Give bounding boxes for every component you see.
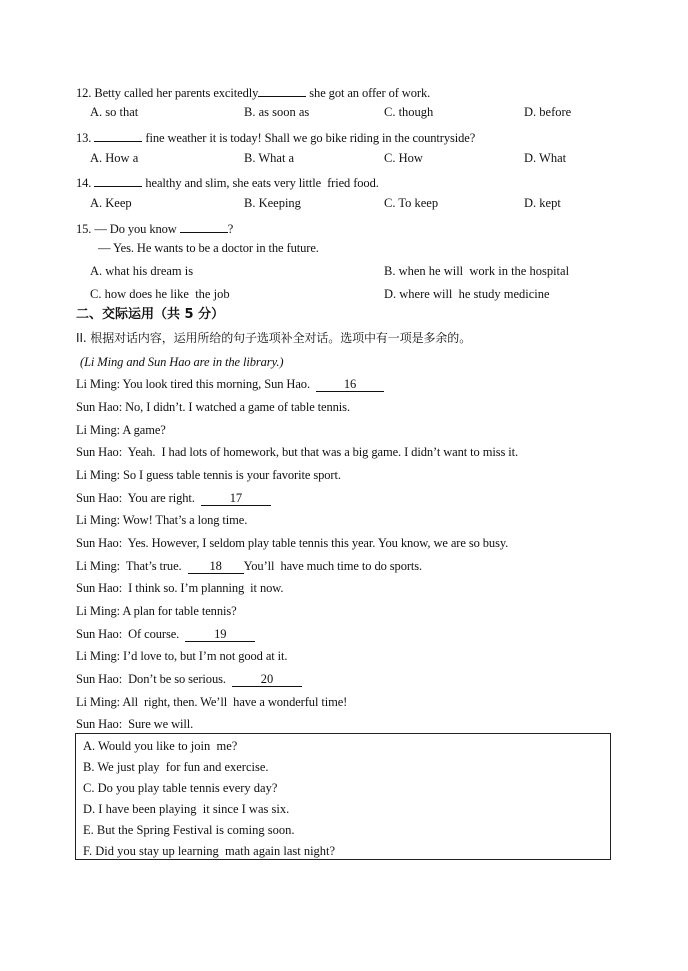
dialogue-line: [76, 558, 422, 574]
question-13-stem: [76, 127, 475, 146]
dialogue-line: [76, 535, 508, 551]
question-14-stem: [76, 172, 379, 191]
option-a: A. Keep: [90, 196, 132, 210]
choice-d: D. I have been playing it since I was six.: [83, 802, 290, 816]
dialogue-line: [76, 648, 287, 664]
line-text: You’ll have much time to do sports.: [243, 559, 423, 573]
option-d: D. kept: [524, 196, 561, 210]
answer-blank: 20: [232, 672, 302, 687]
line-text: A plan for table tennis?: [120, 604, 237, 618]
stem-text: she got an offer of work.: [306, 86, 431, 100]
line-text: I think so. I’m planning it now.: [122, 581, 284, 595]
line-text: I’d love to, but I’m not good at it.: [120, 649, 288, 663]
line-text: Yeah. I had lots of homework, but that was a big game. I didn’t want to miss it.: [122, 445, 519, 459]
speaker-name: Li Ming:: [76, 513, 120, 527]
option-d: D. What: [524, 151, 567, 165]
option-d: D. where will he study medicine: [384, 287, 550, 301]
speaker-name: Sun Hao:: [76, 400, 123, 414]
option-a: A. How a: [90, 151, 139, 165]
choice-c: C. Do you play table tennis every day?: [83, 781, 278, 795]
line-text: No, I didn’t. I watched a game of table tennis.: [122, 400, 350, 414]
answer-blank: 16: [316, 377, 384, 392]
dialogue-line: [76, 671, 302, 687]
dialogue-line: [76, 694, 347, 710]
dialogue-line: [76, 716, 193, 732]
option-c: C. how does he like the job: [90, 287, 230, 301]
dialogue-line: [76, 626, 255, 642]
question-15-reply: — Yes. He wants to be a doctor in the future.: [98, 241, 319, 255]
option-c: C. though: [384, 105, 434, 119]
option-b: B. as soon as: [244, 105, 310, 119]
answer-blank: 18: [188, 559, 244, 574]
dialogue-line: [76, 444, 518, 460]
line-text: Don’t be so serious.: [122, 672, 232, 686]
stem-text: healthy and slim, she eats very little fried food.: [142, 176, 379, 190]
stem-text: 13.: [76, 131, 95, 145]
question-12-stem: [76, 82, 430, 101]
speaker-name: Sun Hao:: [76, 672, 123, 686]
choices-box: [75, 733, 611, 860]
stem-text: fine weather it is today! Shall we go bike riding in the countryside?: [142, 131, 476, 145]
option-c: C. To keep: [384, 196, 439, 210]
stem-text: ?: [227, 222, 234, 236]
section-instruction: II. 根据对话内容，运用所给的句子选项补全对话。选项中有一项是多余的。: [76, 331, 472, 345]
answer-blank: 17: [201, 491, 271, 506]
stem-text: 15. — Do you know: [76, 222, 180, 236]
option-b: B. Keeping: [244, 196, 301, 210]
line-text: That’s true.: [120, 559, 188, 573]
line-text: You are right.: [122, 491, 201, 505]
dialogue-line: [76, 399, 350, 415]
line-text: Of course.: [122, 627, 186, 641]
option-b: B. when he will work in the hospital: [384, 264, 570, 278]
answer-blank: [94, 127, 142, 142]
line-text: Yes. However, I seldom play table tennis this year. You know, we are so busy.: [122, 536, 509, 550]
dialogue-line: [76, 603, 237, 619]
choice-a: A. Would you like to join me?: [83, 739, 238, 753]
speaker-name: Li Ming:: [76, 423, 120, 437]
dialogue-line: [76, 512, 247, 528]
speaker-name: Li Ming:: [76, 377, 120, 391]
dialogue-line: [76, 490, 271, 506]
option-b: B. What a: [244, 151, 295, 165]
speaker-name: Sun Hao:: [76, 581, 123, 595]
choice-b: B. We just play for fun and exercise.: [83, 760, 269, 774]
question-15-stem: [76, 218, 233, 237]
answer-blank: [258, 82, 306, 97]
option-c: C. How: [384, 151, 423, 165]
choice-e: E. But the Spring Festival is coming soon.: [83, 823, 295, 837]
speaker-name: Sun Hao:: [76, 445, 123, 459]
speaker-name: Li Ming:: [76, 695, 120, 709]
speaker-name: Li Ming:: [76, 604, 120, 618]
line-text: Wow! That’s a long time.: [120, 513, 248, 527]
choice-f: F. Did you stay up learning math again last night?: [83, 844, 336, 858]
line-text: All right, then. We’ll have a wonderful time!: [120, 695, 348, 709]
line-text: A game?: [120, 423, 166, 437]
dialogue-line: [76, 376, 384, 392]
speaker-name: Sun Hao:: [76, 717, 123, 731]
stem-text: 12. Betty called her parents excitedly: [76, 86, 259, 100]
speaker-name: Sun Hao:: [76, 536, 123, 550]
dialogue-line: [76, 422, 166, 438]
option-a: A. so that: [90, 105, 139, 119]
option-a: A. what his dream is: [90, 264, 194, 278]
speaker-name: Li Ming:: [76, 559, 120, 573]
speaker-name: Li Ming:: [76, 468, 120, 482]
dialogue-line: [76, 467, 341, 483]
speaker-name: Li Ming:: [76, 649, 120, 663]
stem-text: 14.: [76, 176, 95, 190]
speaker-name: Sun Hao:: [76, 627, 123, 641]
line-text: You look tired this morning, Sun Hao.: [120, 377, 317, 391]
section-title: 二、交际运用（共 5 分）: [76, 307, 225, 322]
answer-blank: 19: [185, 627, 255, 642]
answer-blank: [180, 218, 228, 233]
line-text: Sure we will.: [122, 717, 194, 731]
dialogue-line: [76, 580, 283, 596]
dialogue-context: (Li Ming and Sun Hao are in the library.): [80, 355, 284, 369]
answer-blank: [94, 172, 142, 187]
line-text: So I guess table tennis is your favorite sport.: [120, 468, 341, 482]
speaker-name: Sun Hao:: [76, 491, 123, 505]
option-d: D. before: [524, 105, 572, 119]
